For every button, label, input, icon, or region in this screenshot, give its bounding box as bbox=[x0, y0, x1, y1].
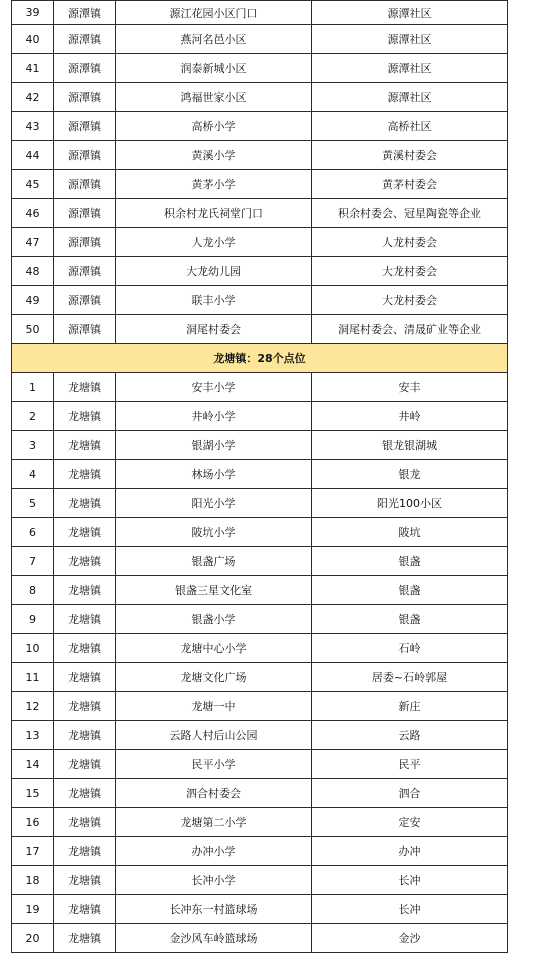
cell-number: 43 bbox=[12, 112, 54, 141]
cell-number: 44 bbox=[12, 141, 54, 170]
cell-site: 民平小学 bbox=[116, 750, 312, 779]
cell-unit: 居委~石岭郭屋 bbox=[312, 663, 508, 692]
cell-town: 龙塘镇 bbox=[54, 518, 116, 547]
cell-site: 龙塘一中 bbox=[116, 692, 312, 721]
cell-town: 源潭镇 bbox=[54, 54, 116, 83]
cell-number: 10 bbox=[12, 634, 54, 663]
cell-site: 高桥小学 bbox=[116, 112, 312, 141]
cell-number: 41 bbox=[12, 54, 54, 83]
cell-unit: 泗合 bbox=[312, 779, 508, 808]
cell-unit: 陂坑 bbox=[312, 518, 508, 547]
table-row bbox=[12, 286, 508, 315]
cell-number: 46 bbox=[12, 199, 54, 228]
table-row bbox=[12, 431, 508, 460]
cell-site: 银盏三星文化室 bbox=[116, 576, 312, 605]
cell-number: 3 bbox=[12, 431, 54, 460]
cell-number: 15 bbox=[12, 779, 54, 808]
site-table bbox=[11, 0, 508, 953]
cell-town: 龙塘镇 bbox=[54, 808, 116, 837]
cell-site: 银湖小学 bbox=[116, 431, 312, 460]
cell-number: 50 bbox=[12, 315, 54, 344]
cell-site: 办冲小学 bbox=[116, 837, 312, 866]
table-row bbox=[12, 605, 508, 634]
section-header-row bbox=[12, 344, 508, 373]
cell-town: 源潭镇 bbox=[54, 257, 116, 286]
cell-unit: 黄溪村委会 bbox=[312, 141, 508, 170]
cell-number: 12 bbox=[12, 692, 54, 721]
table-row bbox=[12, 25, 508, 54]
cell-site: 积余村龙氏祠堂门口 bbox=[116, 199, 312, 228]
data-table-container bbox=[11, 0, 507, 953]
cell-unit: 黄茅村委会 bbox=[312, 170, 508, 199]
cell-number: 49 bbox=[12, 286, 54, 315]
cell-site: 源江花园小区门口 bbox=[116, 1, 312, 25]
cell-site: 金沙风车岭篮球场 bbox=[116, 924, 312, 953]
cell-site: 鸿福世家小区 bbox=[116, 83, 312, 112]
cell-unit: 阳光100小区 bbox=[312, 489, 508, 518]
cell-site: 银盏广场 bbox=[116, 547, 312, 576]
cell-unit: 银盏 bbox=[312, 576, 508, 605]
cell-unit: 洞尾村委会、清晟矿业等企业 bbox=[312, 315, 508, 344]
cell-site: 龙塘文化广场 bbox=[116, 663, 312, 692]
table-row bbox=[12, 547, 508, 576]
cell-site: 龙塘中心小学 bbox=[116, 634, 312, 663]
cell-town: 龙塘镇 bbox=[54, 489, 116, 518]
table-row bbox=[12, 837, 508, 866]
cell-number: 19 bbox=[12, 895, 54, 924]
cell-number: 42 bbox=[12, 83, 54, 112]
cell-unit: 银盏 bbox=[312, 547, 508, 576]
cell-town: 龙塘镇 bbox=[54, 431, 116, 460]
cell-town: 源潭镇 bbox=[54, 170, 116, 199]
cell-unit: 安丰 bbox=[312, 373, 508, 402]
cell-site: 泗合村委会 bbox=[116, 779, 312, 808]
cell-number: 13 bbox=[12, 721, 54, 750]
cell-town: 源潭镇 bbox=[54, 83, 116, 112]
cell-site: 龙塘第二小学 bbox=[116, 808, 312, 837]
table-row bbox=[12, 402, 508, 431]
table-row bbox=[12, 228, 508, 257]
cell-town: 龙塘镇 bbox=[54, 837, 116, 866]
table-row bbox=[12, 141, 508, 170]
table-row bbox=[12, 460, 508, 489]
cell-town: 龙塘镇 bbox=[54, 576, 116, 605]
cell-unit: 源潭社区 bbox=[312, 54, 508, 83]
cell-town: 龙塘镇 bbox=[54, 373, 116, 402]
cell-site: 云路人村后山公园 bbox=[116, 721, 312, 750]
cell-town: 源潭镇 bbox=[54, 1, 116, 25]
table-body bbox=[12, 1, 508, 953]
cell-unit: 银龙银湖城 bbox=[312, 431, 508, 460]
cell-town: 龙塘镇 bbox=[54, 779, 116, 808]
cell-number: 39 bbox=[12, 1, 54, 25]
table-row bbox=[12, 750, 508, 779]
table-row bbox=[12, 489, 508, 518]
cell-number: 11 bbox=[12, 663, 54, 692]
cell-unit: 云路 bbox=[312, 721, 508, 750]
table-row bbox=[12, 54, 508, 83]
cell-number: 4 bbox=[12, 460, 54, 489]
table-row bbox=[12, 663, 508, 692]
cell-town: 龙塘镇 bbox=[54, 692, 116, 721]
cell-unit: 源潭社区 bbox=[312, 1, 508, 25]
table-row bbox=[12, 634, 508, 663]
table-row bbox=[12, 721, 508, 750]
cell-site: 陂坑小学 bbox=[116, 518, 312, 547]
cell-number: 16 bbox=[12, 808, 54, 837]
cell-unit: 银龙 bbox=[312, 460, 508, 489]
cell-town: 龙塘镇 bbox=[54, 924, 116, 953]
cell-number: 5 bbox=[12, 489, 54, 518]
cell-number: 40 bbox=[12, 25, 54, 54]
cell-number: 48 bbox=[12, 257, 54, 286]
cell-unit: 长冲 bbox=[312, 895, 508, 924]
cell-number: 45 bbox=[12, 170, 54, 199]
cell-unit: 井岭 bbox=[312, 402, 508, 431]
cell-unit: 民平 bbox=[312, 750, 508, 779]
cell-town: 龙塘镇 bbox=[54, 634, 116, 663]
cell-town: 龙塘镇 bbox=[54, 402, 116, 431]
cell-unit: 大龙村委会 bbox=[312, 286, 508, 315]
cell-site: 林场小学 bbox=[116, 460, 312, 489]
cell-town: 龙塘镇 bbox=[54, 895, 116, 924]
table-row bbox=[12, 866, 508, 895]
cell-site: 润泰新城小区 bbox=[116, 54, 312, 83]
cell-site: 人龙小学 bbox=[116, 228, 312, 257]
table-row bbox=[12, 924, 508, 953]
cell-town: 龙塘镇 bbox=[54, 605, 116, 634]
cell-site: 安丰小学 bbox=[116, 373, 312, 402]
cell-unit: 石岭 bbox=[312, 634, 508, 663]
table-row bbox=[12, 373, 508, 402]
cell-unit: 大龙村委会 bbox=[312, 257, 508, 286]
cell-number: 1 bbox=[12, 373, 54, 402]
cell-unit: 银盏 bbox=[312, 605, 508, 634]
cell-number: 14 bbox=[12, 750, 54, 779]
cell-town: 龙塘镇 bbox=[54, 663, 116, 692]
cell-unit: 源潭社区 bbox=[312, 83, 508, 112]
cell-town: 源潭镇 bbox=[54, 199, 116, 228]
table-row bbox=[12, 808, 508, 837]
cell-town: 源潭镇 bbox=[54, 25, 116, 54]
table-row bbox=[12, 1, 508, 25]
cell-number: 7 bbox=[12, 547, 54, 576]
table-row bbox=[12, 170, 508, 199]
cell-site: 银盏小学 bbox=[116, 605, 312, 634]
cell-number: 6 bbox=[12, 518, 54, 547]
cell-town: 龙塘镇 bbox=[54, 460, 116, 489]
cell-number: 17 bbox=[12, 837, 54, 866]
cell-town: 源潭镇 bbox=[54, 141, 116, 170]
cell-town: 龙塘镇 bbox=[54, 750, 116, 779]
table-row bbox=[12, 199, 508, 228]
cell-site: 黄溪小学 bbox=[116, 141, 312, 170]
table-row bbox=[12, 112, 508, 141]
cell-town: 源潭镇 bbox=[54, 112, 116, 141]
cell-site: 井岭小学 bbox=[116, 402, 312, 431]
cell-unit: 积余村委会、冠星陶瓷等企业 bbox=[312, 199, 508, 228]
cell-town: 龙塘镇 bbox=[54, 547, 116, 576]
cell-site: 洞尾村委会 bbox=[116, 315, 312, 344]
cell-unit: 长冲 bbox=[312, 866, 508, 895]
cell-site: 长冲小学 bbox=[116, 866, 312, 895]
cell-site: 联丰小学 bbox=[116, 286, 312, 315]
cell-town: 源潭镇 bbox=[54, 286, 116, 315]
cell-site: 阳光小学 bbox=[116, 489, 312, 518]
table-row bbox=[12, 518, 508, 547]
table-row bbox=[12, 895, 508, 924]
cell-unit: 高桥社区 bbox=[312, 112, 508, 141]
table-row bbox=[12, 692, 508, 721]
cell-number: 8 bbox=[12, 576, 54, 605]
cell-unit: 新庄 bbox=[312, 692, 508, 721]
cell-number: 20 bbox=[12, 924, 54, 953]
cell-site: 黄茅小学 bbox=[116, 170, 312, 199]
section-title: 龙塘镇：28个点位 bbox=[12, 344, 508, 373]
cell-unit: 办冲 bbox=[312, 837, 508, 866]
table-row bbox=[12, 779, 508, 808]
cell-unit: 定安 bbox=[312, 808, 508, 837]
cell-number: 9 bbox=[12, 605, 54, 634]
cell-unit: 源潭社区 bbox=[312, 25, 508, 54]
cell-town: 源潭镇 bbox=[54, 228, 116, 257]
table-row bbox=[12, 576, 508, 605]
cell-number: 47 bbox=[12, 228, 54, 257]
cell-number: 18 bbox=[12, 866, 54, 895]
cell-site: 大龙幼儿园 bbox=[116, 257, 312, 286]
table-row bbox=[12, 315, 508, 344]
cell-site: 燕河名邑小区 bbox=[116, 25, 312, 54]
cell-town: 源潭镇 bbox=[54, 315, 116, 344]
cell-unit: 金沙 bbox=[312, 924, 508, 953]
cell-town: 龙塘镇 bbox=[54, 866, 116, 895]
cell-unit: 人龙村委会 bbox=[312, 228, 508, 257]
table-row bbox=[12, 257, 508, 286]
cell-number: 2 bbox=[12, 402, 54, 431]
cell-town: 龙塘镇 bbox=[54, 721, 116, 750]
table-row bbox=[12, 83, 508, 112]
cell-site: 长冲东一村篮球场 bbox=[116, 895, 312, 924]
